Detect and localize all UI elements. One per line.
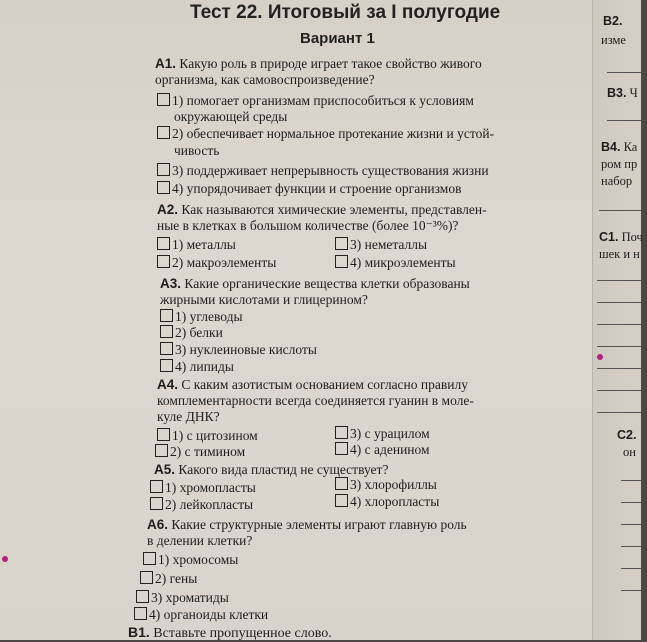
- answer-line: [597, 412, 641, 413]
- question-a1: [155, 56, 482, 88]
- answer-checkbox[interactable]: [150, 480, 163, 493]
- question-text: он: [623, 445, 636, 459]
- answer-checkbox[interactable]: [335, 494, 348, 507]
- option-label: 1) углеводы: [175, 309, 243, 324]
- question-text: шек и н: [599, 247, 640, 261]
- option-label: 2) макроэлементы: [172, 255, 277, 270]
- answer-line: [597, 324, 641, 325]
- option-a1-2-cont: чивость: [174, 143, 220, 158]
- answer-line: [597, 280, 641, 281]
- right-page: [592, 0, 641, 640]
- option-label: 1) металлы: [172, 237, 236, 252]
- answer-checkbox[interactable]: [335, 442, 348, 455]
- answer-checkbox[interactable]: [157, 181, 170, 194]
- option-label: 3) хлорофиллы: [350, 477, 437, 492]
- answer-checkbox[interactable]: [155, 444, 168, 457]
- ink-mark: [2, 556, 8, 562]
- option-label: 4) органоиды клетки: [149, 607, 269, 622]
- option-a5-1[interactable]: [150, 480, 256, 495]
- option-a2-3[interactable]: [335, 237, 427, 252]
- answer-checkbox[interactable]: [160, 309, 173, 322]
- option-label: 2) с тимином: [170, 444, 246, 459]
- answer-checkbox[interactable]: [134, 607, 147, 620]
- answer-line: [621, 480, 641, 481]
- option-a1-2[interactable]: [157, 126, 494, 141]
- question-number: А5.: [154, 462, 176, 477]
- answer-line: [621, 524, 641, 525]
- answer-line: [621, 502, 641, 503]
- question-number: А4.: [157, 377, 179, 392]
- question-text: организма, как самовоспроизведение?: [155, 72, 375, 87]
- answer-checkbox[interactable]: [335, 426, 348, 439]
- question-number: А3.: [160, 276, 182, 291]
- option-a5-4[interactable]: [335, 494, 439, 509]
- answer-line: [597, 302, 641, 303]
- answer-line: [599, 210, 641, 211]
- option-a4-4[interactable]: [335, 442, 430, 457]
- option-label: 1) помогает организмам приспособиться к условиям: [172, 93, 474, 108]
- option-label: 3) неметаллы: [350, 237, 428, 252]
- answer-checkbox[interactable]: [335, 237, 348, 250]
- option-label: 4) хлоропласты: [350, 494, 440, 509]
- answer-checkbox[interactable]: [335, 477, 348, 490]
- answer-checkbox[interactable]: [140, 571, 153, 584]
- question-b3: В3. Ч: [607, 86, 638, 100]
- option-a2-4[interactable]: [335, 255, 456, 270]
- option-label: 4) упорядочивает функции и строение организмов: [172, 181, 462, 196]
- option-label: 3) хроматиды: [151, 590, 229, 605]
- question-b2: В2.: [603, 14, 623, 28]
- answer-line: [597, 390, 641, 391]
- answer-checkbox[interactable]: [157, 126, 170, 139]
- option-label: 1) с цитозином: [172, 428, 258, 443]
- option-a3-4[interactable]: [160, 359, 234, 374]
- ink-mark: [597, 354, 603, 360]
- option-label: 4) с аденином: [350, 442, 430, 457]
- option-a2-2[interactable]: [157, 255, 276, 270]
- question-number: А2.: [157, 202, 179, 217]
- question-c1: С1. Поч: [599, 230, 643, 244]
- answer-line: [621, 568, 641, 569]
- answer-checkbox[interactable]: [160, 342, 173, 355]
- question-b4: В4. Ка: [601, 140, 638, 154]
- question-text: Какого вида пластид не существует?: [178, 462, 389, 477]
- answer-checkbox[interactable]: [157, 93, 170, 106]
- answer-line: [597, 346, 641, 347]
- option-label: 4) микроэлементы: [350, 255, 456, 270]
- option-a4-1[interactable]: [157, 428, 258, 443]
- answer-line: [597, 368, 641, 369]
- question-a5: [154, 462, 388, 478]
- answer-line: [607, 120, 647, 121]
- option-a3-2[interactable]: [160, 325, 223, 340]
- option-label: 2) обеспечивает нормальное протекание жизни и устой-: [172, 126, 495, 141]
- question-number: А6.: [147, 517, 169, 532]
- answer-line: [621, 590, 641, 591]
- option-a6-4[interactable]: [134, 607, 268, 622]
- option-label: 2) белки: [175, 325, 223, 340]
- option-label: 2) лейкопласты: [165, 497, 254, 512]
- question-a2: [157, 202, 487, 234]
- page-title: Тест 22. Итоговый за I полугодие: [190, 2, 501, 23]
- option-a4-2[interactable]: [155, 444, 245, 459]
- option-a1-1-cont: окружающей среды: [174, 109, 288, 124]
- question-number: В1.: [128, 624, 150, 640]
- option-a3-3[interactable]: [160, 342, 317, 357]
- option-a4-3[interactable]: [335, 426, 430, 441]
- answer-checkbox[interactable]: [157, 237, 170, 250]
- answer-checkbox[interactable]: [157, 428, 170, 441]
- answer-checkbox[interactable]: [150, 497, 163, 510]
- option-label: 3) поддерживает непрерывность существования жизни: [172, 163, 489, 178]
- option-a1-1[interactable]: [157, 93, 474, 108]
- question-b1: [128, 624, 332, 642]
- option-label: 3) с урацилом: [350, 426, 430, 441]
- question-text: комплементарности всегда соединяется гуанин в моле-: [157, 393, 474, 408]
- option-a2-1[interactable]: [157, 237, 236, 252]
- answer-checkbox[interactable]: [160, 359, 173, 372]
- option-a5-3[interactable]: [335, 477, 437, 492]
- question-text: ром пр: [601, 157, 638, 171]
- option-label: 2) гены: [155, 571, 198, 586]
- question-a6: [147, 517, 467, 549]
- option-label: 1) хромосомы: [158, 552, 239, 567]
- question-c2: С2.: [617, 428, 637, 442]
- question-text: изме: [601, 33, 626, 47]
- option-a5-2[interactable]: [150, 497, 253, 512]
- question-text: С каким азотистым основанием согласно правилу: [181, 377, 468, 392]
- answer-checkbox[interactable]: [335, 255, 348, 268]
- option-a6-1[interactable]: [143, 552, 238, 567]
- answer-checkbox[interactable]: [157, 255, 170, 268]
- answer-checkbox[interactable]: [160, 325, 173, 338]
- question-text: Как называются химические элементы, представлен-: [181, 202, 487, 217]
- question-a4: [157, 377, 474, 425]
- option-a1-3[interactable]: [157, 163, 489, 178]
- option-a6-2[interactable]: [140, 571, 197, 586]
- question-text: ные в клетках в большом количестве (более 10⁻³%)?: [157, 218, 459, 233]
- option-label: 3) нуклеиновые кислоты: [175, 342, 317, 357]
- answer-line: [621, 546, 641, 547]
- question-text: Какую роль в природе играет такое свойство живого: [179, 56, 482, 71]
- option-a1-4[interactable]: [157, 181, 461, 196]
- question-text: Какие органические вещества клетки образованы: [184, 276, 470, 291]
- option-a6-3[interactable]: [136, 590, 229, 605]
- question-number: А1.: [155, 56, 177, 71]
- question-text: жирными кислотами и глицерином?: [160, 292, 368, 307]
- question-text: в делении клетки?: [147, 533, 253, 548]
- option-label: 1) хромопласты: [165, 480, 256, 495]
- question-text: Какие структурные элементы играют главную роль: [171, 517, 467, 532]
- question-text: набор: [601, 174, 633, 188]
- option-label: 4) липиды: [175, 359, 234, 374]
- answer-checkbox[interactable]: [157, 163, 170, 176]
- question-a3: [160, 276, 470, 308]
- question-text: Вставьте пропущенное слово.: [153, 626, 332, 641]
- answer-checkbox[interactable]: [143, 552, 156, 565]
- answer-checkbox[interactable]: [136, 590, 149, 603]
- variant-label: Вариант 1: [300, 30, 375, 47]
- answer-line: [607, 72, 647, 73]
- question-text: куле ДНК?: [157, 409, 220, 424]
- option-a3-1[interactable]: [160, 309, 243, 324]
